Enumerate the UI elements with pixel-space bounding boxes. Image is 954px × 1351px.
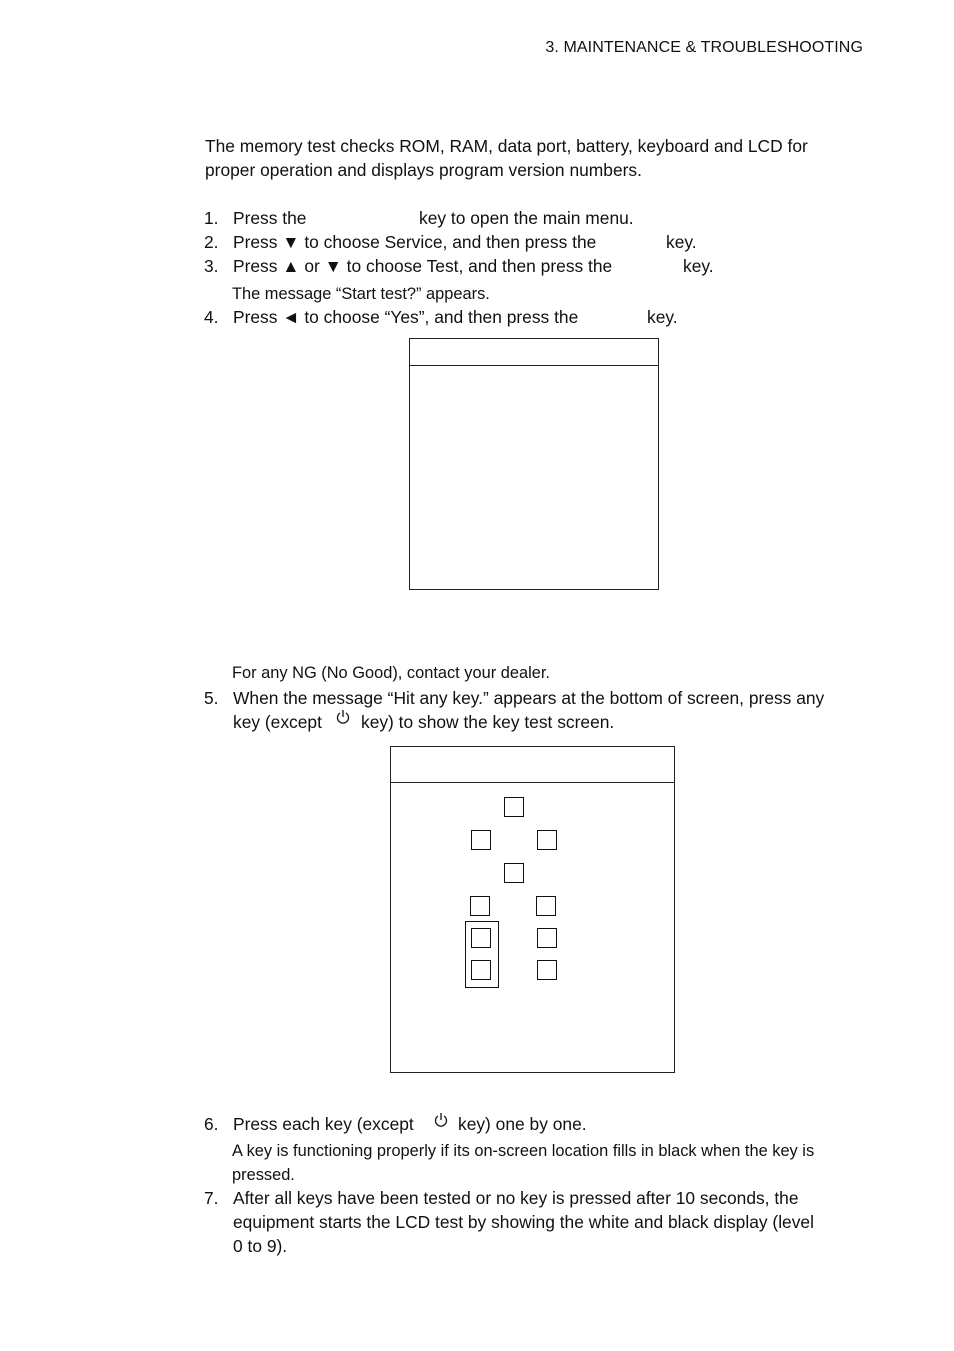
key-indicator-right [537, 830, 557, 850]
note-key-function-line-2: pressed. [232, 1166, 295, 1184]
step-1-number: 1. [204, 208, 219, 228]
step-7-line-1: After all keys have been tested or no key is pressed after 10 seconds, the [233, 1188, 799, 1208]
key-indicator-left-column-2 [471, 928, 491, 948]
memory-test-screen [409, 338, 659, 590]
step-3-number: 3. [204, 256, 219, 276]
note-key-function-line-1: A key is functioning properly if its on-screen location fills in black when the key is [232, 1142, 815, 1160]
step-4-text-b: key. [647, 307, 678, 327]
step-5-line-2-a: key (except [233, 712, 322, 732]
key-test-screen [390, 746, 675, 1073]
step-2-text-a: Press ▼ to choose Service, and then press the [233, 232, 597, 252]
step-5-number: 5. [204, 688, 219, 708]
step-6-text-a: Press each key (except [233, 1114, 414, 1134]
intro-line-1: The memory test checks ROM, RAM, data port, battery, keyboard and LCD for [205, 136, 808, 156]
step-6-text-b: key) one by one. [458, 1114, 587, 1134]
step-6-number: 6. [204, 1114, 219, 1134]
power-icon [434, 1112, 448, 1128]
step-7-number: 7. [204, 1188, 219, 1208]
step-4-text-a: Press ◄ to choose “Yes”, and then press the [233, 307, 579, 327]
section-header: 3. MAINTENANCE & TROUBLESHOOTING [545, 39, 863, 56]
key-indicator-down [504, 863, 524, 883]
key-indicator-left [471, 830, 491, 850]
key-indicator-left-column-1 [470, 896, 490, 916]
intro-line-2: proper operation and displays program version numbers. [205, 160, 642, 180]
memory-test-screen-title-bar [410, 339, 658, 366]
key-indicator-right-column-1 [536, 896, 556, 916]
step-4-number: 4. [204, 307, 219, 327]
note-no-good: For any NG (No Good), contact your dealer. [232, 664, 550, 682]
key-indicator-left-column-3 [471, 960, 491, 980]
step-1-text-a: Press the [233, 208, 307, 228]
step-1-text-b: key to open the main menu. [419, 208, 634, 228]
key-indicator-right-column-3 [537, 960, 557, 980]
key-indicator-up [504, 797, 524, 817]
step-3-text-a: Press ▲ or ▼ to choose Test, and then press the [233, 256, 613, 276]
step-7-line-3: 0 to 9). [233, 1236, 288, 1256]
key-indicator-right-column-2 [537, 928, 557, 948]
step-5-line-2-b: key) to show the key test screen. [361, 712, 615, 732]
step-3-text-b: key. [683, 256, 714, 276]
step-2-text-b: key. [666, 232, 697, 252]
step-7-line-2: equipment starts the LCD test by showing the white and black display (level [233, 1212, 814, 1232]
step-2-number: 2. [204, 232, 219, 252]
step-5-line-1: When the message “Hit any key.” appears at the bottom of screen, press any [233, 688, 825, 708]
key-test-screen-title-bar [391, 747, 674, 783]
note-start-test: The message “Start test?” appears. [232, 285, 490, 303]
power-icon [336, 709, 350, 725]
